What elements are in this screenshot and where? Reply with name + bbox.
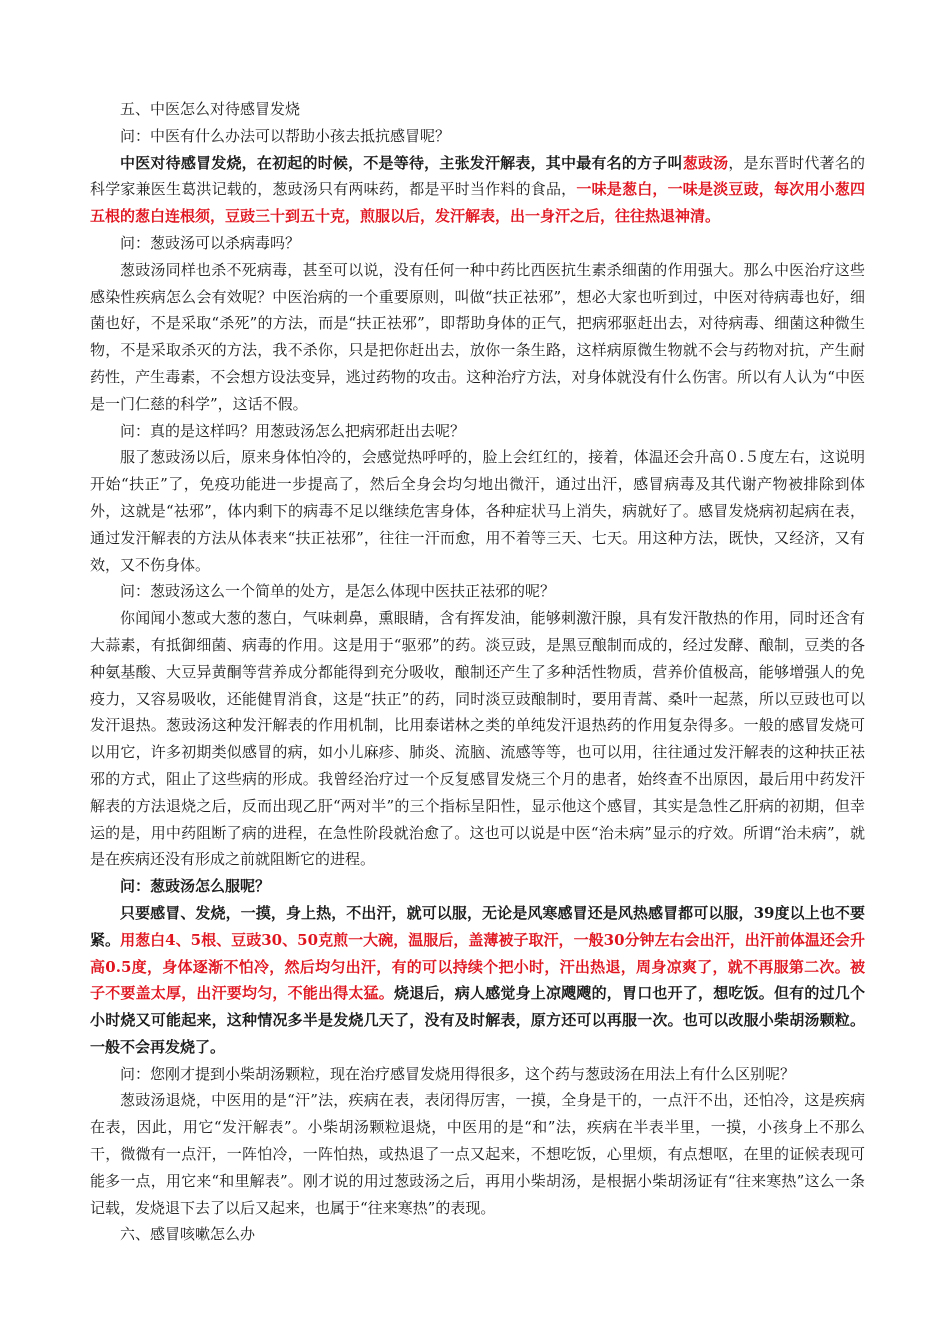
answer-1-dosage: 一味是葱白，一味是淡豆豉，每次用小葱四五根的葱白连根须，豆豉三十到五十克，煎服以后，发汗解表，出一身汗之后，往往热退神清。 xyxy=(90,180,865,226)
answer-1-text: ，是东晋时代著名的科学家兼医生葛洪记载的，葱豉汤只有两味药，都是平时当作料的食品， xyxy=(90,153,865,199)
answer-1 xyxy=(90,150,865,230)
answer-4: 你闻闻小葱或大葱的葱白，气味刺鼻，熏眼睛，含有挥发油，能够刺激汗腺，具有发汗散热的作用，同时还含有大蒜素，有抵御细菌、病毒的作用。这是用于“驱邪”的药。淡豆豉，是黑豆酿制而成的，经过发酵、酿制，豆类的各种氨基酸、大豆异黄酮等营养成分都能得到充分吸收，酿制还产生了多种活性物质，营养价值极高，能够增强人的免疫力，又容易吸收，还能健胃消食，这是“扶正”的药，同时淡豆豉酿制时，要用青蒿、桑叶一起蒸，所以豆豉也可以发汗退热。葱豉汤这种发汗解表的作用机制，比用泰诺林之类的单纯发汗退热药的作用复杂得多。一般的感冒发烧可以用它，许多初期类似感冒的病，如小儿麻疹、肺炎、流脑、流感等等，也可以用，往往通过发汗解表的这种扶正祛邪的方式，阻止了这些病的形成。我曾经治疗过一个反复感冒发烧三个月的患者，始终查不出原因，最后用中药发汗解表的方法退烧之后，反而出现乙肝“两对半”的三个指标呈阳性，显示他这个感冒，其实是急性乙肝病的初期，但幸运的是，用中药阻断了病的进程，在急性阶段就治愈了。这也可以说是中医“治未病”显示的疗效。所谓“治未病”，就是在疾病还没有形成之前就阻断它的进程。 xyxy=(90,609,865,869)
answer-5 xyxy=(90,900,865,1061)
question-4: 问：葱豉汤这么一个简单的处方，是怎么体现中医扶正祛邪的呢？ xyxy=(120,582,556,601)
answer-5-bold-outro: 烧退后，病人感觉身上凉飕飕的，胃口也开了，想吃饭。但有的过几个小时烧又可能起来，这种情况多半是发烧几天了，没有及时解表，原方还可以再服一次。也可以改服小柴胡汤颗粒。一般不会再发烧了。 xyxy=(90,984,865,1056)
section-heading-6: 六、感冒咳嗽怎么办 xyxy=(120,1225,256,1244)
question-2: 问：葱豉汤可以杀病毒吗？ xyxy=(120,233,301,252)
question-1: 问：中医有什么办法可以帮助小孩去抵抗感冒呢？ xyxy=(120,126,451,145)
answer-3: 服了葱豉汤以后，原来身体怕冷的，会感觉热呼呼的，脸上会红红的，接着，体温还会升高０.５度左右，这说明开始“扶正”了，免疫功能进一步提高了，然后全身会均匀地出微汗，通过出汗，感冒病毒及其代谢产物被排除到体外，这就是“祛邪”，体内剩下的病毒不足以继续危害身体，各种症状马上消失，病就好了。感冒发烧病初起病在表，通过发汗解表的方法从体表来“扶正祛邪”，往往一汗而愈，用不着等三天、七天。用这种方法，既快，又经济，又有效，又不伤身体。 xyxy=(90,448,865,574)
answer-2: 葱豉汤同样也杀不死病毒，甚至可以说，没有任何一种中药比西医抗生素杀细菌的作用强大。那么中医治疗这些感染性疾病怎么会有效呢？中医治病的一个重要原则，叫做“扶正祛邪”，想必大家也听到过，中医对待病毒也好，细菌也好，不是采取“杀死”的方法，而是“扶正祛邪”，即帮助身体的正气，把病邪驱赶出去，对待病毒、细菌这种微生物，不是采取杀灭的方法，我不杀你，只是把你赶出去，放你一条生路，这样病原微生物就不会与药物对抗，产生耐药性，产生毒素，不会想方设法变异，逃过药物的攻击。这种治疗方法，对身体就没有什么伤害。所以有人认为“中医是一门仁慈的科学”，这话不假。 xyxy=(90,260,865,413)
question-6: 问：您刚才提到小柴胡汤颗粒，现在治疗感冒发烧用得很多，这个药与葱豉汤在用法上有什么区别呢？ xyxy=(120,1064,796,1083)
document-page xyxy=(90,96,865,1248)
question-5: 问：葱豉汤怎么服呢？ xyxy=(120,877,271,896)
answer-6: 葱豉汤退烧，中医用的是“汗”法，疾病在表，表闭得厉害，一摸，全身是干的，一点汗不出，还怕冷，这是疾病在表，因此，用它“发汗解表”。小柴胡汤颗粒退烧，中医用的是“和”法，疾病在半表半里，一摸，小孩身上不那么干，微微有一点汗，一阵怕冷，一阵怕热，或热退了一点又起来，不想吃饭，心里烦，有点想呕，在里的证候表现可能多一点，用它来“和里解表”。刚才说的用过葱豉汤之后，再用小柴胡汤，是根据小柴胡汤证有“往来寒热”这么一条记载，发烧退下去了以后又起来，也属于“往来寒热”的表现。 xyxy=(90,1091,865,1217)
answer-1-bold: 中医对待感冒发烧，在初起的时候，不是等待，主张发汗解表，其中最有名的方子叫 xyxy=(120,153,683,172)
answer-5-bold-intro: 只要感冒、发烧，一摸，身上热，不出汗，就可以服，无论是风寒感冒还是风热感冒都可以服，39度以上也不要紧。 xyxy=(90,903,865,949)
answer-5-instructions: 用葱白4、5根、豆豉30、50克煎一大碗，温服后，盖薄被子取汗，一般30分钟左右会出汗，出汗前体温还会升高0.5度，身体逐渐不怕冷，然后均匀出汗，有的可以持续个把小时，汗出热退，周身凉爽了，就不再服第二次。被子不要盖太厚，出汗要均匀，不能出得太猛。 xyxy=(90,930,865,1003)
answer-1-remedy-name: 葱豉汤 xyxy=(682,153,729,172)
section-heading-5: 五、中医怎么对待感冒发烧 xyxy=(120,100,301,118)
question-3: 问：真的是这样吗？用葱豉汤怎么把病邪赶出去呢？ xyxy=(120,421,466,440)
